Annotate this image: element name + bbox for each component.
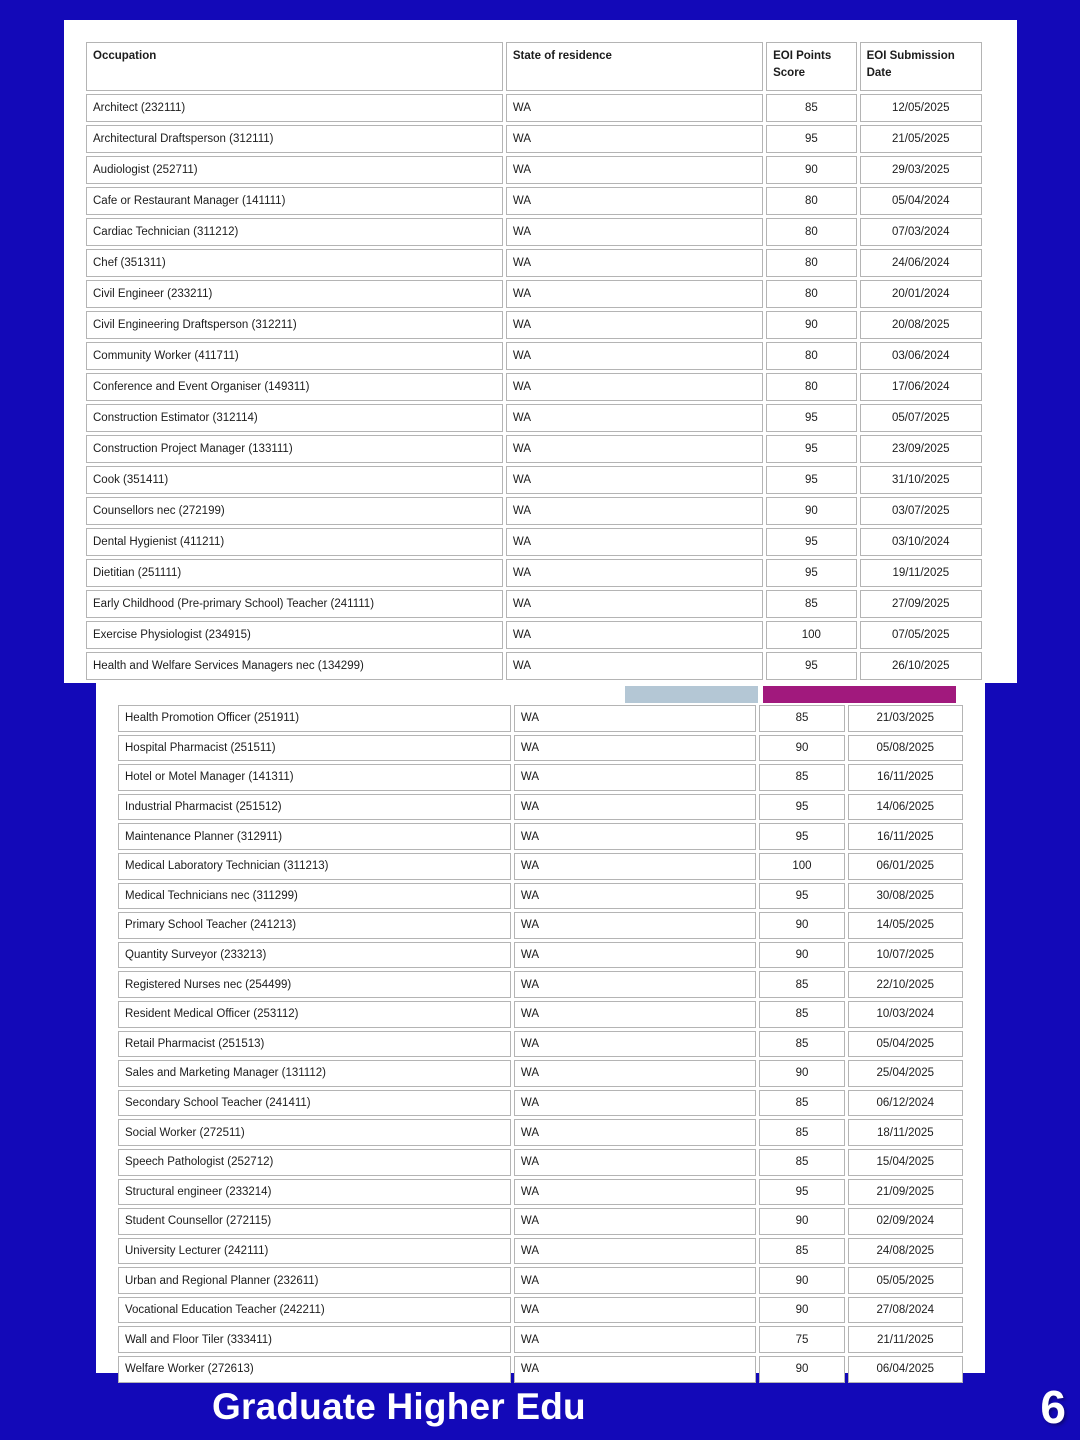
date-cell: 21/03/2025 <box>848 705 963 732</box>
occupation-cell: Retail Pharmacist (251513) <box>118 1031 511 1058</box>
points-cell: 90 <box>759 1060 844 1087</box>
date-cell: 16/11/2025 <box>848 764 963 791</box>
state-cell: WA <box>506 373 763 401</box>
table-row <box>86 652 982 680</box>
state-cell: WA <box>514 1326 756 1353</box>
page-number: 6 <box>1040 1381 1066 1433</box>
date-cell: 06/01/2025 <box>848 853 963 880</box>
date-cell: 18/11/2025 <box>848 1119 963 1146</box>
table-row <box>86 156 982 184</box>
state-cell: WA <box>514 1119 756 1146</box>
occupation-cell: Structural engineer (233214) <box>118 1179 511 1206</box>
state-cell: WA <box>506 528 763 556</box>
points-cell: 95 <box>766 652 856 680</box>
points-cell: 95 <box>759 794 844 821</box>
state-cell: WA <box>514 1031 756 1058</box>
points-cell: 90 <box>766 156 856 184</box>
table-row <box>118 883 963 910</box>
state-cell: WA <box>514 1060 756 1087</box>
date-cell: 29/03/2025 <box>860 156 982 184</box>
column-header: EOI Submission Date <box>860 42 982 91</box>
occupation-cell: Conference and Event Organiser (149311) <box>86 373 503 401</box>
date-cell: 30/08/2025 <box>848 883 963 910</box>
points-cell: 80 <box>766 187 856 215</box>
date-cell: 06/04/2025 <box>848 1356 963 1383</box>
table-row <box>118 764 963 791</box>
occupation-cell: Social Worker (272511) <box>118 1119 511 1146</box>
points-cell: 90 <box>759 942 844 969</box>
state-cell: WA <box>506 125 763 153</box>
state-cell: WA <box>514 853 756 880</box>
state-cell: WA <box>514 794 756 821</box>
date-cell: 06/12/2024 <box>848 1090 963 1117</box>
state-cell: WA <box>514 912 756 939</box>
points-cell: 80 <box>766 218 856 246</box>
points-cell: 90 <box>759 1267 844 1294</box>
points-cell: 80 <box>766 280 856 308</box>
state-cell: WA <box>514 971 756 998</box>
occupation-cell: Registered Nurses nec (254499) <box>118 971 511 998</box>
table-row <box>118 1149 963 1176</box>
state-cell: WA <box>514 1238 756 1265</box>
occupation-cell: University Lecturer (242111) <box>118 1238 511 1265</box>
state-cell: WA <box>514 823 756 850</box>
occupation-cell: Architectural Draftsperson (312111) <box>86 125 503 153</box>
date-cell: 20/08/2025 <box>860 311 982 339</box>
date-cell: 25/04/2025 <box>848 1060 963 1087</box>
points-cell: 95 <box>759 1179 844 1206</box>
occupation-cell: Welfare Worker (272613) <box>118 1356 511 1383</box>
date-cell: 03/06/2024 <box>860 342 982 370</box>
table-row <box>86 559 982 587</box>
table-body-page1 <box>86 94 982 680</box>
points-cell: 95 <box>759 823 844 850</box>
table-row <box>86 218 982 246</box>
table-row <box>86 528 982 556</box>
occupation-cell: Cafe or Restaurant Manager (141111) <box>86 187 503 215</box>
footer-title: Graduate Higher Edu <box>212 1386 586 1427</box>
table-row <box>86 280 982 308</box>
table-row <box>86 125 982 153</box>
occupation-cell: Urban and Regional Planner (232611) <box>118 1267 511 1294</box>
state-cell: WA <box>506 652 763 680</box>
points-cell: 100 <box>759 853 844 880</box>
occupation-cell: Medical Technicians nec (311299) <box>118 883 511 910</box>
state-cell: WA <box>514 1090 756 1117</box>
points-cell: 90 <box>759 735 844 762</box>
occupation-cell: Cardiac Technician (311212) <box>86 218 503 246</box>
state-cell: WA <box>514 1208 756 1235</box>
date-cell: 05/05/2025 <box>848 1267 963 1294</box>
state-cell: WA <box>514 735 756 762</box>
state-cell: WA <box>506 342 763 370</box>
table-row <box>86 249 982 277</box>
state-cell: WA <box>506 590 763 618</box>
occupation-cell: Resident Medical Officer (253112) <box>118 1001 511 1028</box>
occupation-cell: Primary School Teacher (241213) <box>118 912 511 939</box>
points-cell: 85 <box>759 1090 844 1117</box>
points-cell: 85 <box>759 1031 844 1058</box>
date-cell: 10/03/2024 <box>848 1001 963 1028</box>
points-cell: 100 <box>766 621 856 649</box>
date-cell: 26/10/2025 <box>860 652 982 680</box>
points-cell: 75 <box>759 1326 844 1353</box>
occupation-cell: Industrial Pharmacist (251512) <box>118 794 511 821</box>
date-cell: 27/09/2025 <box>860 590 982 618</box>
table-row <box>86 311 982 339</box>
occupation-cell: Quantity Surveyor (233213) <box>118 942 511 969</box>
state-cell: WA <box>506 621 763 649</box>
date-cell: 14/06/2025 <box>848 794 963 821</box>
date-cell: 05/08/2025 <box>848 735 963 762</box>
highlight-bar-blue <box>625 686 758 703</box>
points-cell: 85 <box>759 1119 844 1146</box>
points-cell: 80 <box>766 373 856 401</box>
date-cell: 03/07/2025 <box>860 497 982 525</box>
table-row <box>86 187 982 215</box>
state-cell: WA <box>506 404 763 432</box>
column-header: EOI Points Score <box>766 42 856 91</box>
points-cell: 85 <box>759 1001 844 1028</box>
date-cell: 24/08/2025 <box>848 1238 963 1265</box>
table-row <box>118 1326 963 1353</box>
date-cell: 17/06/2024 <box>860 373 982 401</box>
points-cell: 85 <box>759 971 844 998</box>
state-cell: WA <box>514 705 756 732</box>
date-cell: 21/09/2025 <box>848 1179 963 1206</box>
date-cell: 22/10/2025 <box>848 971 963 998</box>
occupation-cell: Hotel or Motel Manager (141311) <box>118 764 511 791</box>
column-header: Occupation <box>86 42 503 91</box>
points-cell: 95 <box>766 528 856 556</box>
state-cell: WA <box>514 1149 756 1176</box>
date-cell: 05/04/2025 <box>848 1031 963 1058</box>
state-cell: WA <box>506 218 763 246</box>
points-cell: 90 <box>759 912 844 939</box>
occupation-cell: Health and Welfare Services Managers nec (134299) <box>86 652 503 680</box>
points-cell: 90 <box>759 1297 844 1324</box>
points-cell: 95 <box>766 559 856 587</box>
table-header-row <box>86 42 982 91</box>
table-row <box>118 942 963 969</box>
eoi-table-page2 <box>115 702 966 1386</box>
table-row <box>86 94 982 122</box>
table-row <box>118 1179 963 1206</box>
occupation-cell: Vocational Education Teacher (242211) <box>118 1297 511 1324</box>
date-cell: 07/05/2025 <box>860 621 982 649</box>
state-cell: WA <box>514 1179 756 1206</box>
date-cell: 07/03/2024 <box>860 218 982 246</box>
occupation-cell: Cook (351411) <box>86 466 503 494</box>
occupation-cell: Student Counsellor (272115) <box>118 1208 511 1235</box>
state-cell: WA <box>506 435 763 463</box>
state-cell: WA <box>514 1297 756 1324</box>
date-cell: 14/05/2025 <box>848 912 963 939</box>
points-cell: 95 <box>766 404 856 432</box>
table-row <box>118 1208 963 1235</box>
state-cell: WA <box>506 156 763 184</box>
points-cell: 95 <box>759 883 844 910</box>
state-cell: WA <box>506 249 763 277</box>
table-row <box>118 971 963 998</box>
points-cell: 85 <box>759 764 844 791</box>
highlight-bar-magenta <box>763 686 956 703</box>
date-cell: 05/04/2024 <box>860 187 982 215</box>
occupation-cell: Community Worker (411711) <box>86 342 503 370</box>
occupation-cell: Maintenance Planner (312911) <box>118 823 511 850</box>
date-cell: 05/07/2025 <box>860 404 982 432</box>
state-cell: WA <box>514 1001 756 1028</box>
points-cell: 85 <box>759 1149 844 1176</box>
points-cell: 85 <box>766 94 856 122</box>
occupation-cell: Construction Estimator (312114) <box>86 404 503 432</box>
state-cell: WA <box>506 311 763 339</box>
table-row <box>86 404 982 432</box>
table-row <box>118 1001 963 1028</box>
occupation-cell: Dietitian (251111) <box>86 559 503 587</box>
table-row <box>118 1238 963 1265</box>
table-card-page1 <box>64 20 1017 683</box>
occupation-cell: Chef (351311) <box>86 249 503 277</box>
state-cell: WA <box>514 1267 756 1294</box>
occupation-cell: Exercise Physiologist (234915) <box>86 621 503 649</box>
occupation-cell: Construction Project Manager (133111) <box>86 435 503 463</box>
state-cell: WA <box>506 94 763 122</box>
table-row <box>86 342 982 370</box>
table-row <box>118 823 963 850</box>
date-cell: 19/11/2025 <box>860 559 982 587</box>
table-row <box>86 435 982 463</box>
state-cell: WA <box>506 187 763 215</box>
table-row <box>86 373 982 401</box>
state-cell: WA <box>514 942 756 969</box>
table-row <box>118 705 963 732</box>
date-cell: 10/07/2025 <box>848 942 963 969</box>
table-row <box>118 735 963 762</box>
occupation-cell: Health Promotion Officer (251911) <box>118 705 511 732</box>
points-cell: 90 <box>759 1208 844 1235</box>
state-cell: WA <box>506 559 763 587</box>
points-cell: 80 <box>766 342 856 370</box>
occupation-cell: Dental Hygienist (411211) <box>86 528 503 556</box>
table-row <box>118 1031 963 1058</box>
points-cell: 90 <box>766 311 856 339</box>
state-cell: WA <box>514 764 756 791</box>
date-cell: 12/05/2025 <box>860 94 982 122</box>
date-cell: 03/10/2024 <box>860 528 982 556</box>
table-row <box>86 497 982 525</box>
occupation-cell: Counsellors nec (272199) <box>86 497 503 525</box>
occupation-cell: Early Childhood (Pre-primary School) Teacher (241111) <box>86 590 503 618</box>
state-cell: WA <box>506 280 763 308</box>
state-cell: WA <box>514 1356 756 1383</box>
state-cell: WA <box>514 883 756 910</box>
occupation-cell: Architect (232111) <box>86 94 503 122</box>
occupation-cell: Civil Engineer (233211) <box>86 280 503 308</box>
table-row <box>118 1297 963 1324</box>
points-cell: 95 <box>766 435 856 463</box>
occupation-cell: Audiologist (252711) <box>86 156 503 184</box>
state-cell: WA <box>506 466 763 494</box>
occupation-cell: Wall and Floor Tiler (333411) <box>118 1326 511 1353</box>
state-cell: WA <box>506 497 763 525</box>
table-row <box>86 621 982 649</box>
table-card-page2 <box>96 683 985 1376</box>
table-row <box>118 1356 963 1383</box>
table-row <box>118 912 963 939</box>
points-cell: 95 <box>766 466 856 494</box>
date-cell: 20/01/2024 <box>860 280 982 308</box>
points-cell: 80 <box>766 249 856 277</box>
table-row <box>118 853 963 880</box>
column-header: State of residence <box>506 42 763 91</box>
table-row <box>118 1090 963 1117</box>
occupation-cell: Medical Laboratory Technician (311213) <box>118 853 511 880</box>
date-cell: 24/06/2024 <box>860 249 982 277</box>
table-row <box>118 1119 963 1146</box>
points-cell: 85 <box>766 590 856 618</box>
date-cell: 21/05/2025 <box>860 125 982 153</box>
date-cell: 15/04/2025 <box>848 1149 963 1176</box>
table-row <box>118 794 963 821</box>
occupation-cell: Secondary School Teacher (241411) <box>118 1090 511 1117</box>
points-cell: 85 <box>759 705 844 732</box>
points-cell: 95 <box>766 125 856 153</box>
date-cell: 02/09/2024 <box>848 1208 963 1235</box>
date-cell: 21/11/2025 <box>848 1326 963 1353</box>
date-cell: 31/10/2025 <box>860 466 982 494</box>
table-body-page2 <box>118 705 963 1383</box>
table-row <box>86 466 982 494</box>
points-cell: 85 <box>759 1238 844 1265</box>
occupation-cell: Speech Pathologist (252712) <box>118 1149 511 1176</box>
date-cell: 27/08/2024 <box>848 1297 963 1324</box>
occupation-cell: Civil Engineering Draftsperson (312211) <box>86 311 503 339</box>
eoi-table-page1 <box>83 39 985 683</box>
occupation-cell: Sales and Marketing Manager (131112) <box>118 1060 511 1087</box>
table-row <box>118 1060 963 1087</box>
points-cell: 90 <box>766 497 856 525</box>
points-cell: 90 <box>759 1356 844 1383</box>
date-cell: 16/11/2025 <box>848 823 963 850</box>
occupation-cell: Hospital Pharmacist (251511) <box>118 735 511 762</box>
table-row <box>118 1267 963 1294</box>
table-row <box>86 590 982 618</box>
date-cell: 23/09/2025 <box>860 435 982 463</box>
